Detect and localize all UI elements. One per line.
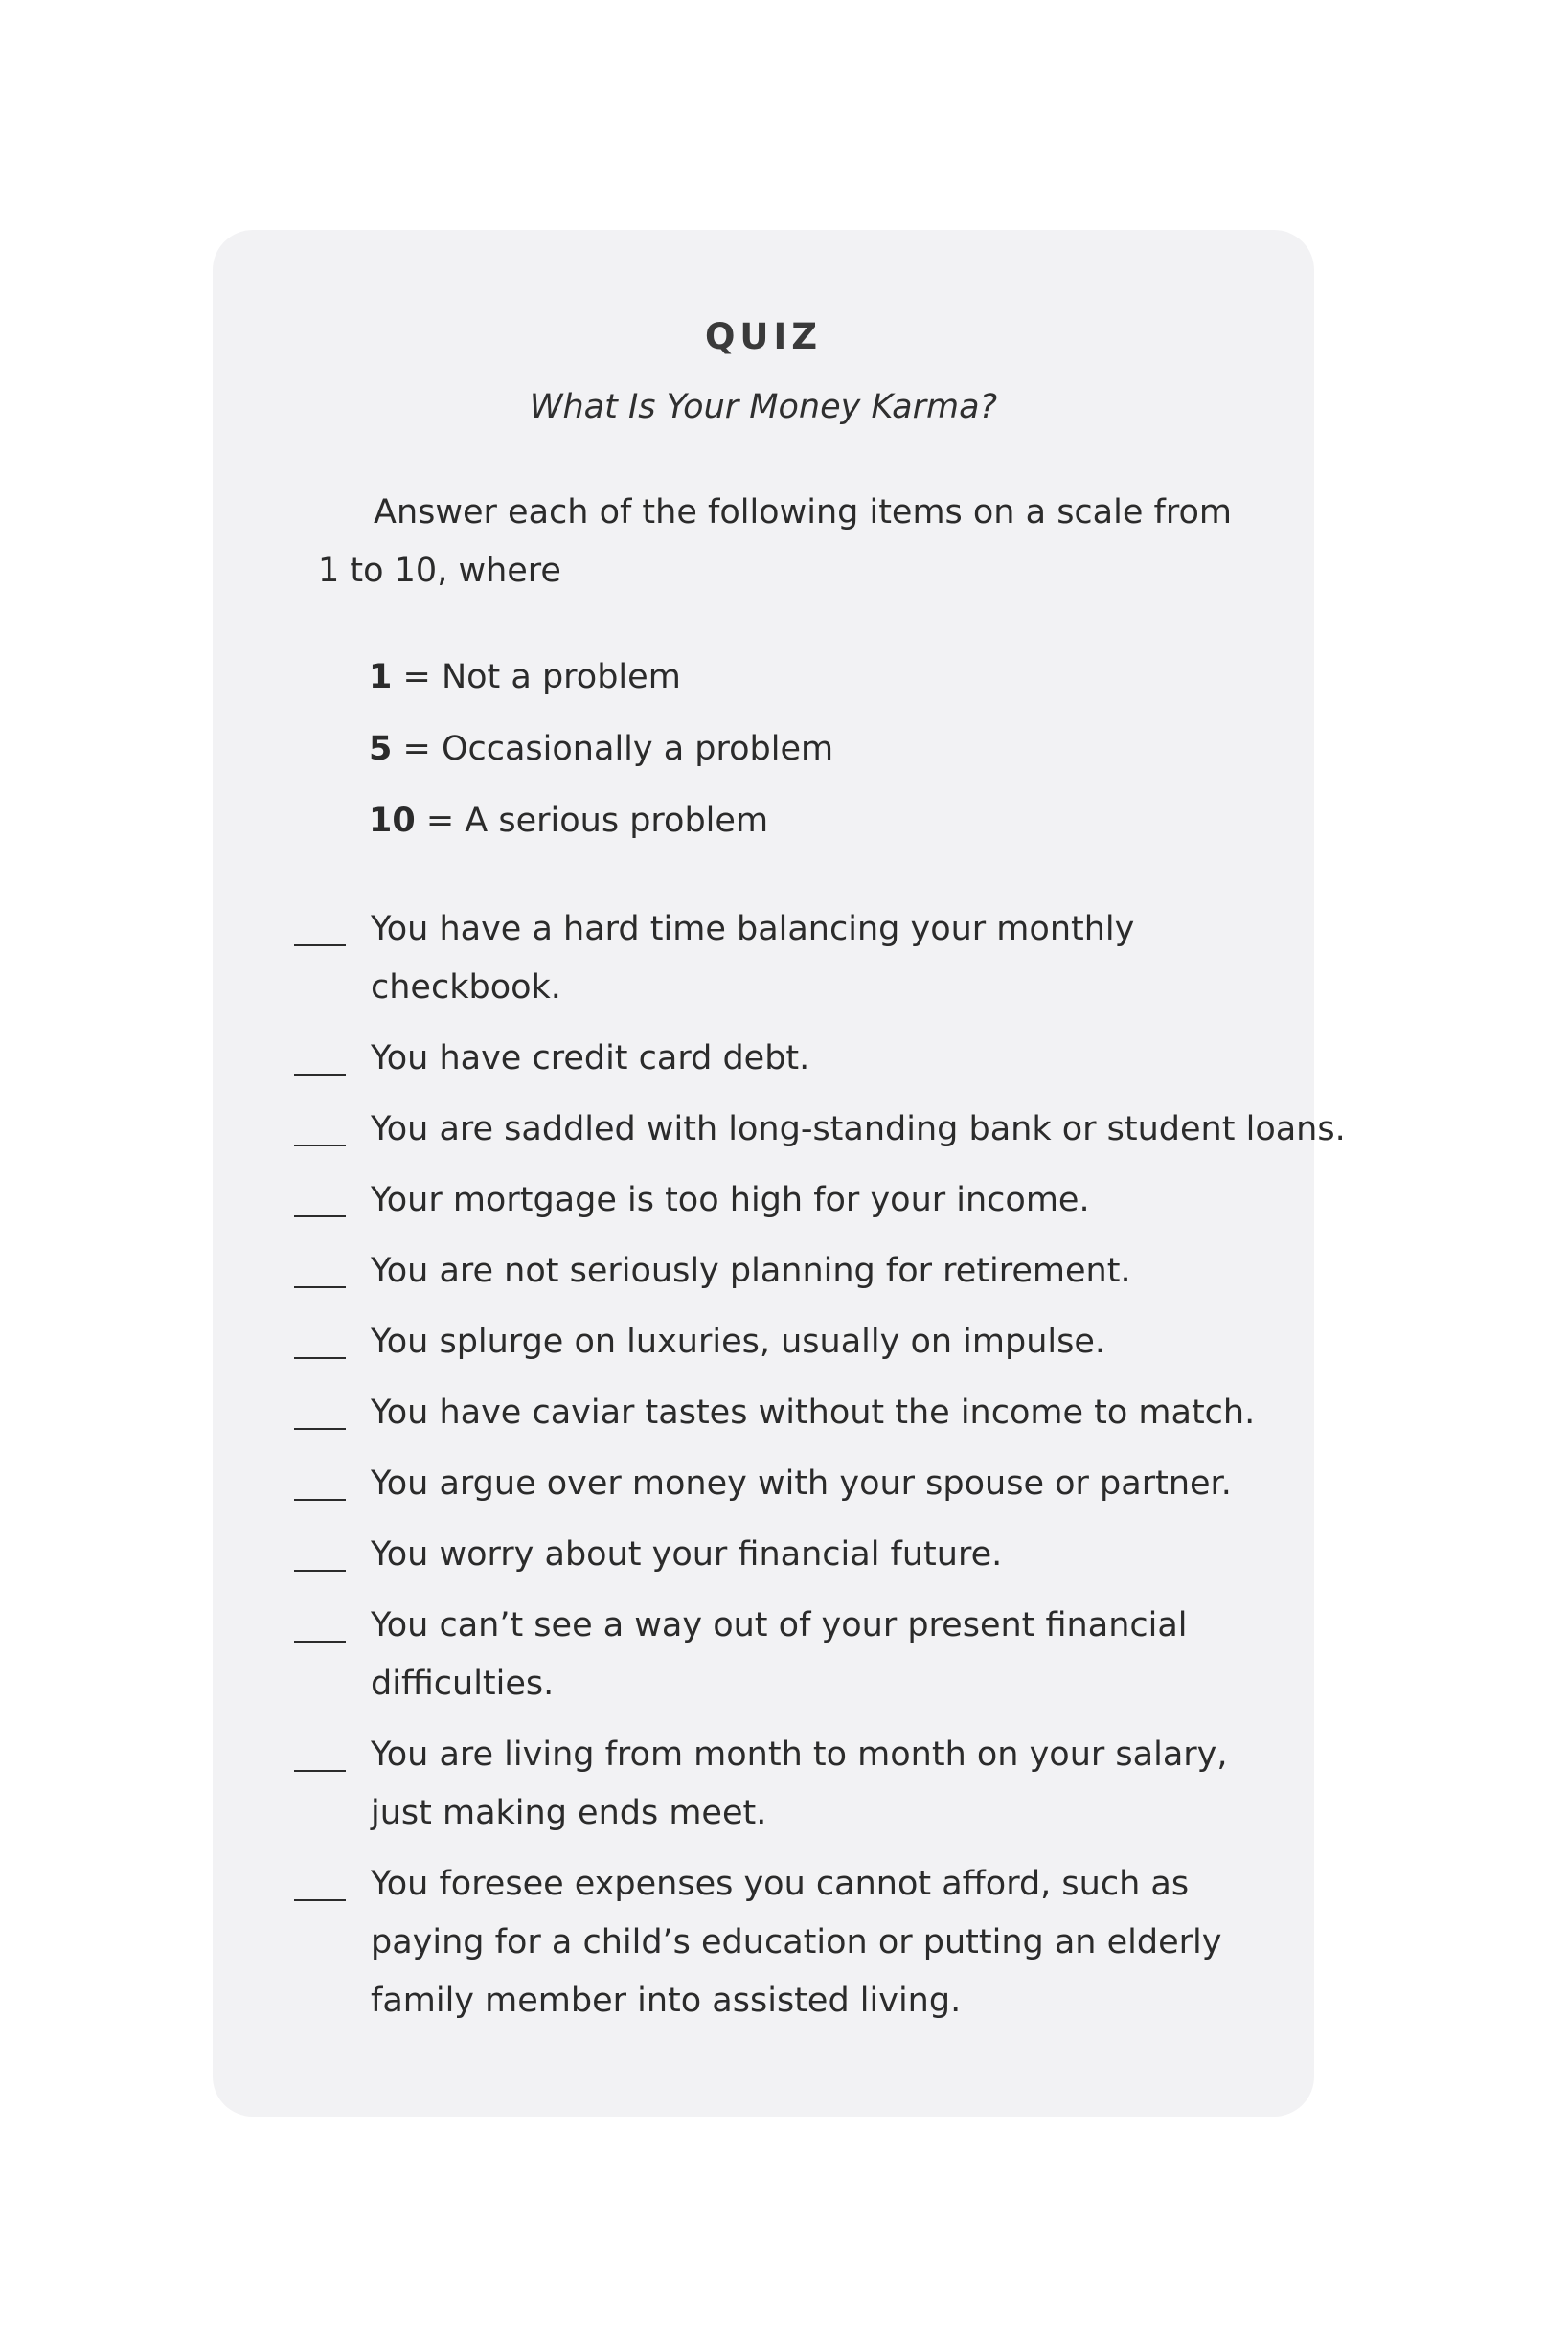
quiz-item: [294, 1455, 1300, 1513]
answer-blank[interactable]: [294, 1570, 346, 1572]
answer-blank[interactable]: [294, 1357, 346, 1359]
quiz-item: [294, 1100, 1346, 1159]
scale-row: [369, 714, 833, 785]
scale-number: 10: [369, 802, 416, 840]
answer-blank[interactable]: [294, 944, 346, 946]
quiz-item-text: checkbook.: [371, 968, 561, 1007]
quiz-item: [294, 1313, 1300, 1372]
quiz-item-text: just making ends meet.: [371, 1794, 767, 1832]
quiz-item-text: You foresee expenses you cannot afford, such as: [371, 1865, 1190, 1903]
answer-blank[interactable]: [294, 1428, 346, 1430]
quiz-item-text: difficulties.: [371, 1665, 555, 1703]
quiz-item: [294, 900, 1300, 1017]
scale-description: = A serious problem: [425, 802, 769, 840]
scale-row: [369, 642, 833, 714]
answer-blank[interactable]: [294, 1145, 346, 1146]
scale-row: [369, 785, 833, 857]
answer-blank[interactable]: [294, 1499, 346, 1501]
quiz-items-list: [294, 900, 1346, 2043]
quiz-item-text: You worry about your financial future.: [371, 1535, 1003, 1574]
quiz-item: [294, 1171, 1300, 1230]
quiz-item: [294, 1597, 1300, 1713]
quiz-item-text: You argue over money with your spouse or partner.: [371, 1464, 1232, 1503]
quiz-subtitle: What Is Your Money Karma?: [529, 388, 998, 426]
quiz-title: QUIZ: [704, 316, 823, 357]
quiz-item-text: You are living from month to month on your salary,: [371, 1735, 1228, 1774]
quiz-item: [294, 1855, 1300, 2030]
quiz-item: [294, 1526, 1300, 1584]
quiz-instructions: Answer each of the following items on a scale from 1 to 10, where: [318, 493, 1232, 590]
answer-blank[interactable]: [294, 1770, 346, 1772]
quiz-item-text: paying for a child’s education or putting an elderly: [371, 1923, 1222, 1962]
rating-scale: [369, 642, 833, 857]
quiz-item-text: You have credit card debt.: [371, 1039, 810, 1077]
scale-number: 1: [369, 658, 393, 696]
answer-blank[interactable]: [294, 1286, 346, 1288]
scale-description: = Occasionally a problem: [402, 730, 834, 768]
answer-blank[interactable]: [294, 1899, 346, 1901]
answer-blank[interactable]: [294, 1641, 346, 1643]
quiz-item-text: You splurge on luxuries, usually on impulse.: [371, 1323, 1106, 1361]
quiz-item-text: You can’t see a way out of your present financial: [371, 1606, 1188, 1644]
answer-blank[interactable]: [294, 1074, 346, 1076]
quiz-item-text: family member into assisted living.: [371, 1982, 962, 2020]
quiz-item-text: You are saddled with long-standing bank or student loans.: [371, 1110, 1346, 1148]
quiz-item: [294, 1726, 1300, 1843]
scale-number: 5: [369, 730, 393, 768]
quiz-item-text: Your mortgage is too high for your income.: [371, 1181, 1090, 1219]
quiz-item: [294, 1384, 1300, 1442]
answer-blank[interactable]: [294, 1215, 346, 1217]
quiz-card: [213, 230, 1346, 2117]
quiz-item-text: You have a hard time balancing your monthly: [371, 910, 1135, 948]
quiz-item: [294, 1242, 1300, 1301]
scale-description: = Not a problem: [402, 658, 681, 696]
quiz-item-text: You have caviar tastes without the income to match.: [371, 1394, 1256, 1432]
quiz-item: [294, 1030, 1300, 1088]
quiz-item-text: You are not seriously planning for retirement.: [371, 1252, 1131, 1290]
